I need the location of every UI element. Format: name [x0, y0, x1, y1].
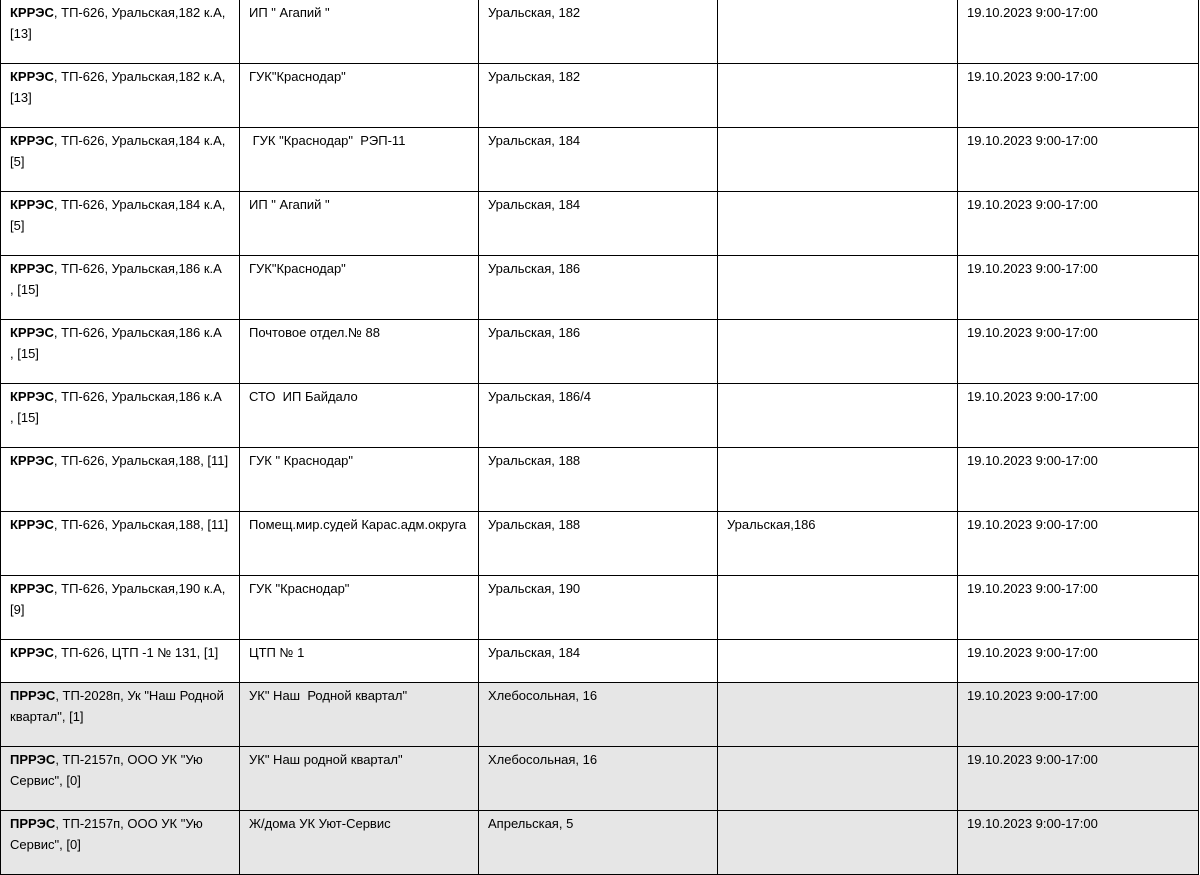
time-cell: 19.10.2023 9:00-17:00 [958, 192, 1199, 256]
address-cell: Уральская, 190 [479, 576, 718, 640]
res-name: КРРЭС [10, 453, 54, 468]
time-cell: 19.10.2023 9:00-17:00 [958, 640, 1199, 683]
source-text: , ТП-626, Уральская,186 к.А , [15] [10, 325, 230, 361]
res-name: ПРРЭС [10, 752, 56, 767]
source-text: , ТП-2157п, ООО УК "Ую Сервис", [0] [10, 816, 203, 852]
table-row [1, 576, 1199, 640]
source-text: , ТП-2157п, ООО УК "Ую Сервис", [0] [10, 752, 203, 788]
address-cell: Уральская, 188 [479, 512, 718, 576]
res-name: КРРЭС [10, 581, 54, 596]
consumer-cell: ЦТП № 1 [240, 640, 479, 683]
table-row [1, 320, 1199, 384]
source-text: , ТП-626, ЦТП -1 № 131, [1] [53, 645, 219, 660]
source-cell [1, 640, 240, 683]
res-name: КРРЭС [10, 389, 54, 404]
consumer-cell: ГУК"Краснодар" [240, 64, 479, 128]
source-cell [1, 811, 240, 875]
address-cell: Хлебосольная, 16 [479, 747, 718, 811]
extra-address-cell [718, 747, 958, 811]
res-name: КРРЭС [10, 69, 54, 84]
res-name: КРРЭС [10, 5, 54, 20]
extra-address-cell [718, 576, 958, 640]
time-cell: 19.10.2023 9:00-17:00 [958, 747, 1199, 811]
extra-address-cell [718, 811, 958, 875]
consumer-cell: ИП " Агапий " [240, 0, 479, 64]
res-name: ПРРЭС [10, 688, 56, 703]
res-name: КРРЭС [10, 133, 54, 148]
source-cell [1, 747, 240, 811]
source-cell [1, 320, 240, 384]
address-cell: Уральская, 186 [479, 320, 718, 384]
source-cell [1, 64, 240, 128]
address-cell: Уральская, 186 [479, 256, 718, 320]
consumer-cell: СТО ИП Байдало [240, 384, 479, 448]
extra-address-cell [718, 128, 958, 192]
source-cell [1, 192, 240, 256]
time-cell: 19.10.2023 9:00-17:00 [958, 576, 1199, 640]
time-cell: 19.10.2023 9:00-17:00 [958, 448, 1199, 512]
consumer-cell: ГУК"Краснодар" [240, 256, 479, 320]
table-row [1, 512, 1199, 576]
address-cell: Уральская, 184 [479, 192, 718, 256]
table-row [1, 64, 1199, 128]
source-cell [1, 448, 240, 512]
table-row [1, 192, 1199, 256]
extra-address-cell [718, 320, 958, 384]
extra-address-cell: Уральская,186 [718, 512, 958, 576]
source-cell [1, 576, 240, 640]
extra-address-cell [718, 256, 958, 320]
table-row [1, 811, 1199, 875]
consumer-cell: Помещ.мир.судей Карас.адм.округа [240, 512, 479, 576]
extra-address-cell [718, 640, 958, 683]
address-cell: Апрельская, 5 [479, 811, 718, 875]
extra-address-cell [718, 448, 958, 512]
time-cell: 19.10.2023 9:00-17:00 [958, 683, 1199, 747]
source-text: , ТП-626, Уральская,188, [11] [53, 453, 229, 468]
time-cell: 19.10.2023 9:00-17:00 [958, 64, 1199, 128]
source-text: , ТП-626, Уральская,188, [11] [53, 517, 229, 532]
time-cell: 19.10.2023 9:00-17:00 [958, 811, 1199, 875]
res-name: КРРЭС [10, 517, 54, 532]
table-row [1, 448, 1199, 512]
address-cell: Уральская, 182 [479, 0, 718, 64]
source-cell [1, 683, 240, 747]
source-cell [1, 256, 240, 320]
table-row [1, 640, 1199, 683]
extra-address-cell [718, 192, 958, 256]
table-row [1, 384, 1199, 448]
source-text: , ТП-626, Уральская,190 к.А, [9] [10, 581, 226, 617]
table-row [1, 256, 1199, 320]
address-cell: Уральская, 188 [479, 448, 718, 512]
table-row [1, 128, 1199, 192]
source-cell [1, 128, 240, 192]
consumer-cell: ИП " Агапий " [240, 192, 479, 256]
source-cell [1, 512, 240, 576]
res-name: КРРЭС [10, 261, 54, 276]
consumer-cell: ГУК " Краснодар" [240, 448, 479, 512]
source-text: , ТП-626, Уральская,186 к.А , [15] [10, 389, 230, 425]
time-cell: 19.10.2023 9:00-17:00 [958, 256, 1199, 320]
extra-address-cell [718, 384, 958, 448]
res-name: КРРЭС [10, 325, 54, 340]
source-text: , ТП-626, Уральская,184 к.А, [5] [10, 133, 226, 169]
consumer-cell: ГУК "Краснодар" РЭП-11 [240, 128, 479, 192]
source-cell [1, 0, 240, 64]
consumer-cell: Ж/дома УК Уют-Сервис [240, 811, 479, 875]
table-row [1, 683, 1199, 747]
res-name: КРРЭС [10, 645, 54, 660]
consumer-cell: Почтовое отдел.№ 88 [240, 320, 479, 384]
time-cell: 19.10.2023 9:00-17:00 [958, 512, 1199, 576]
time-cell: 19.10.2023 9:00-17:00 [958, 0, 1199, 64]
res-name: КРРЭС [10, 197, 54, 212]
source-text: , ТП-626, Уральская,186 к.А , [15] [10, 261, 230, 297]
address-cell: Уральская, 184 [479, 640, 718, 683]
table-row [1, 0, 1199, 64]
consumer-cell: УК" Наш родной квартал" [240, 747, 479, 811]
address-cell: Уральская, 182 [479, 64, 718, 128]
extra-address-cell [718, 0, 958, 64]
source-text: , ТП-626, Уральская,184 к.А, [5] [10, 197, 226, 233]
time-cell: 19.10.2023 9:00-17:00 [958, 128, 1199, 192]
address-cell: Уральская, 186/4 [479, 384, 718, 448]
source-text: , ТП-626, Уральская,182 к.А, [13] [10, 69, 226, 105]
res-name: ПРРЭС [10, 816, 56, 831]
table-row [1, 747, 1199, 811]
time-cell: 19.10.2023 9:00-17:00 [958, 384, 1199, 448]
time-cell: 19.10.2023 9:00-17:00 [958, 320, 1199, 384]
source-text: , ТП-2028п, Ук "Наш Родной квартал", [1] [10, 688, 224, 724]
address-cell: Уральская, 184 [479, 128, 718, 192]
extra-address-cell [718, 64, 958, 128]
consumer-cell: ГУК "Краснодар" [240, 576, 479, 640]
source-cell [1, 384, 240, 448]
address-cell: Хлебосольная, 16 [479, 683, 718, 747]
extra-address-cell [718, 683, 958, 747]
source-text: , ТП-626, Уральская,182 к.А, [13] [10, 5, 226, 41]
consumer-cell: УК" Наш Родной квартал" [240, 683, 479, 747]
